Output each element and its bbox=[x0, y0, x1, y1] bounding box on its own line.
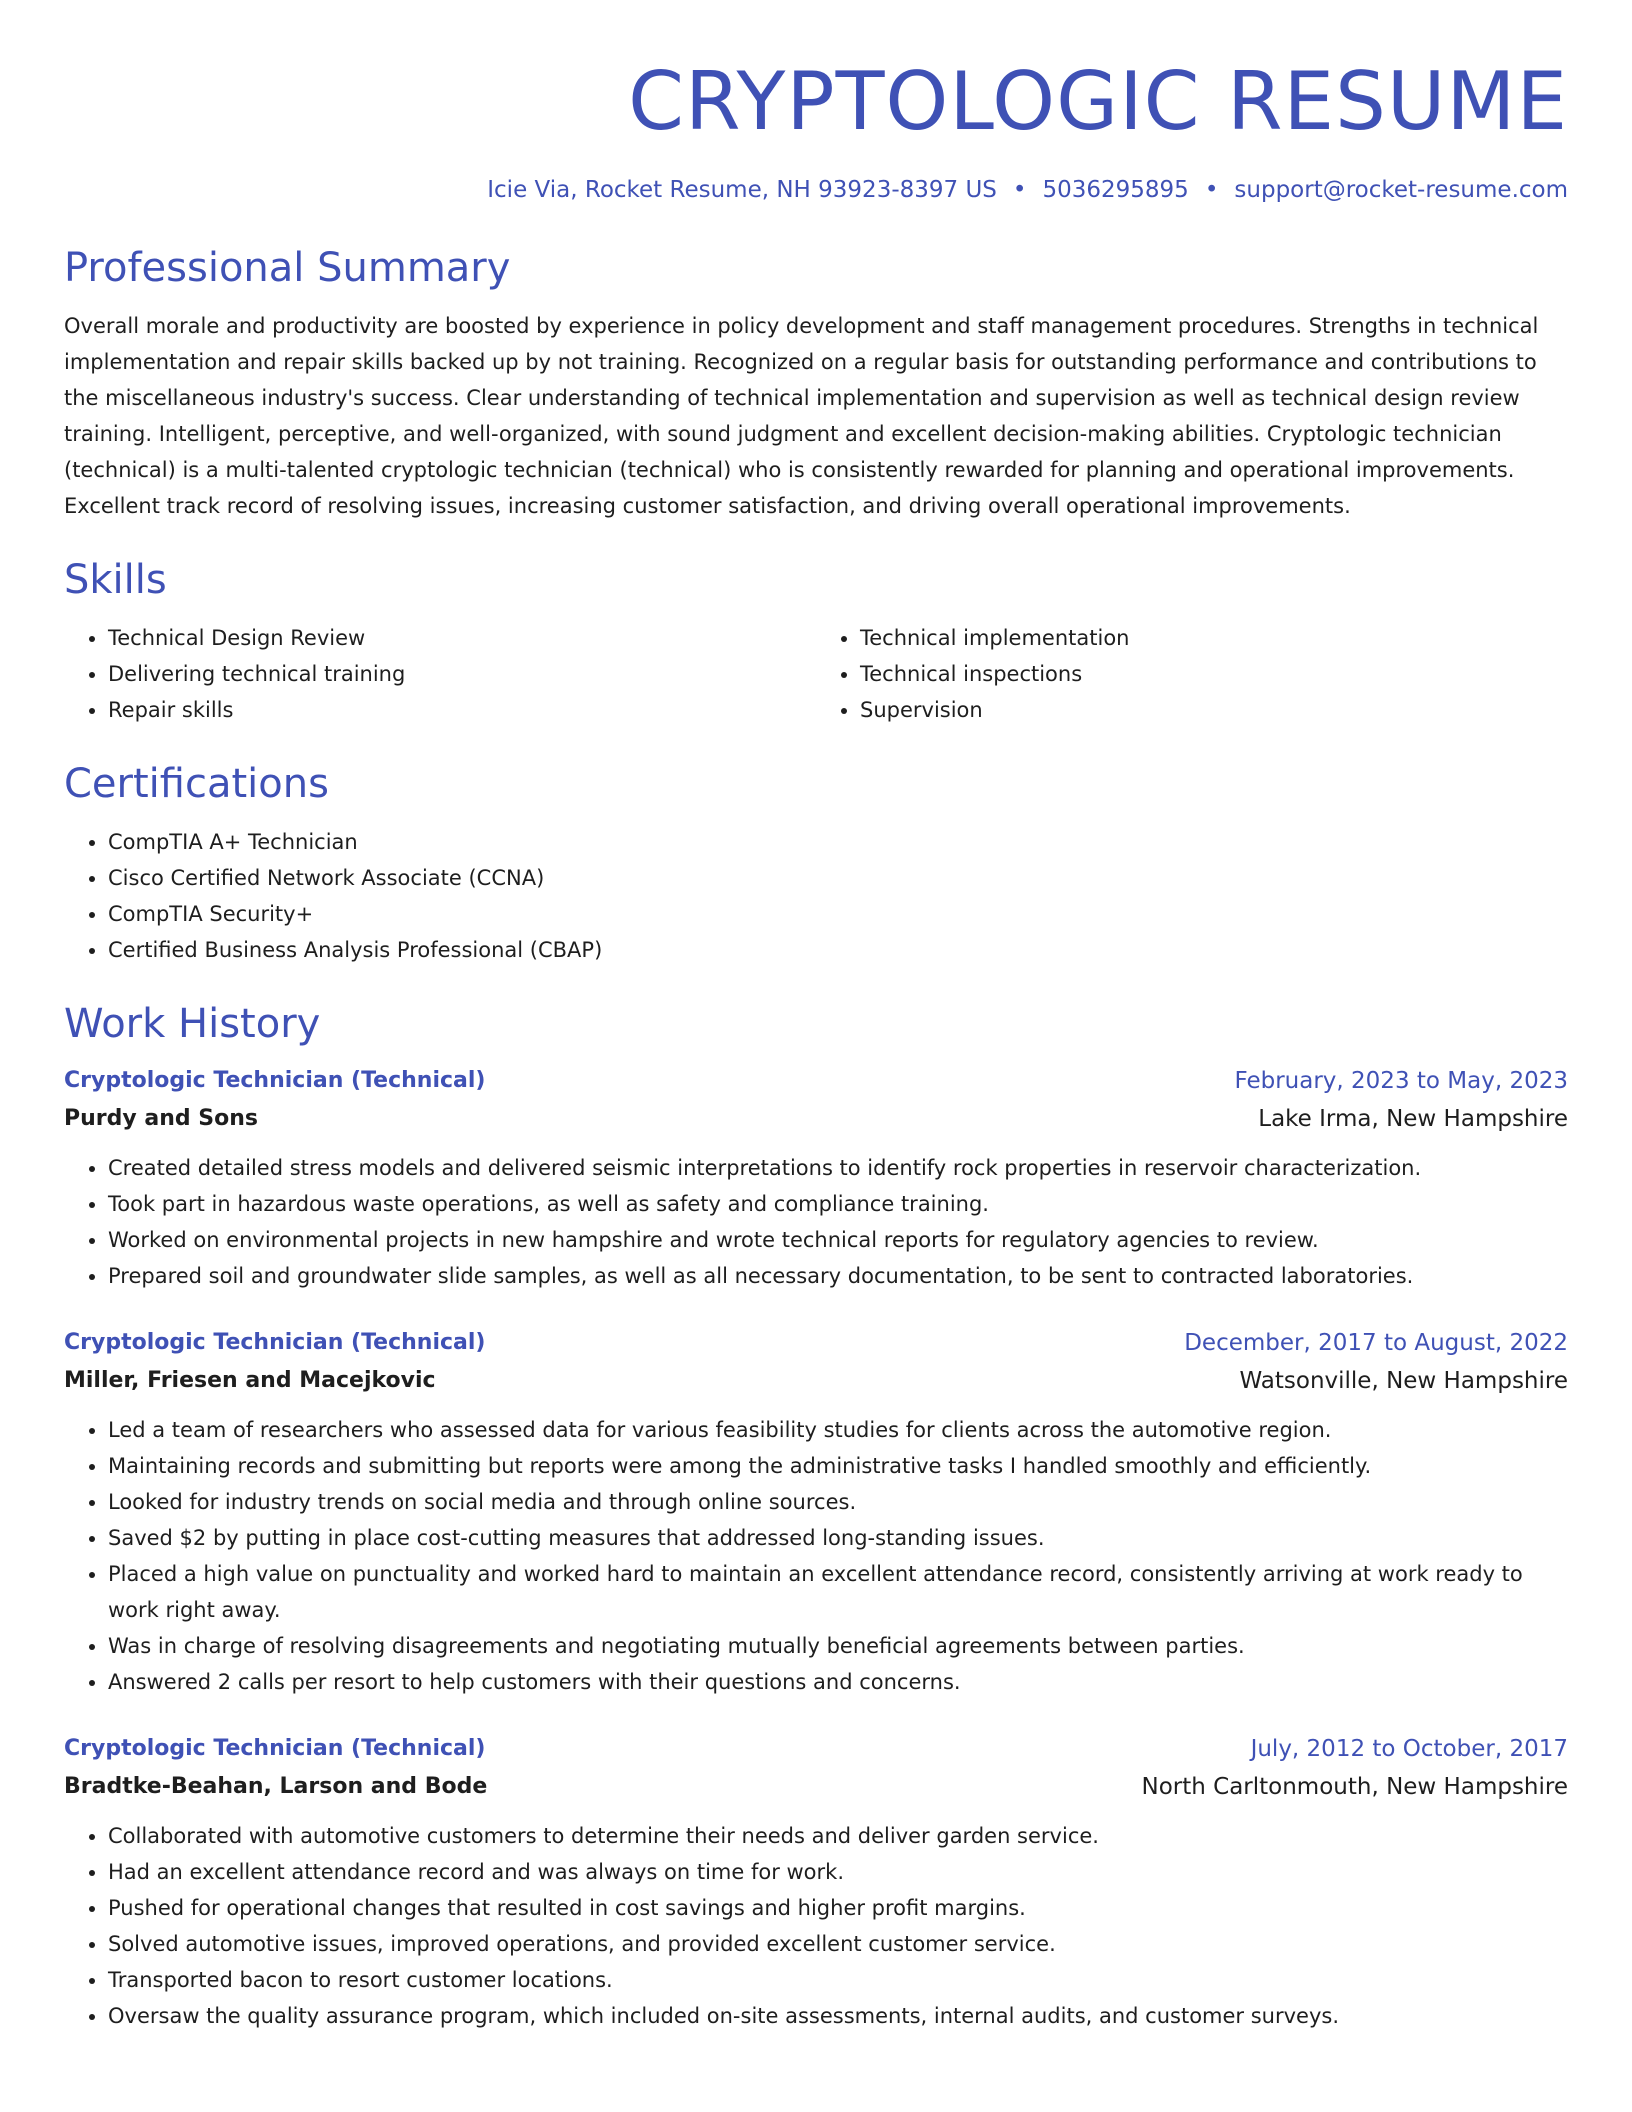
certifications-list bbox=[64, 824, 1568, 968]
job-company: Purdy and Sons bbox=[64, 1106, 259, 1131]
skill-item: • Repair skills bbox=[108, 692, 816, 728]
contact-separator: • bbox=[1204, 177, 1219, 203]
summary-heading: Professional Summary bbox=[64, 245, 511, 291]
job-dates: July, 2012 to October, 2017 bbox=[1250, 1736, 1568, 1762]
job-bullet: • Prepared soil and groundwater slide samples, as well as all necessary documentation, to be sent to contracted laboratories. bbox=[108, 1258, 1568, 1294]
job-bullet: • Placed a high value on punctuality and worked hard to maintain an excellent attendance record, consistently arriving at work ready to work right away. bbox=[108, 1556, 1568, 1628]
job-bullet: • Took part in hazardous waste operations, as well as safety and compliance training. bbox=[108, 1186, 1568, 1222]
skill-item: • Delivering technical training bbox=[108, 656, 816, 692]
skill-item: • Supervision bbox=[860, 692, 1568, 728]
job-location: Watsonville, New Hampshire bbox=[1239, 1368, 1568, 1394]
skills-section bbox=[64, 554, 1568, 728]
skill-item: • Technical Design Review bbox=[108, 620, 816, 656]
job-header-row bbox=[64, 1730, 1568, 1768]
work-history-heading: Work History bbox=[64, 1001, 321, 1047]
contact-phone: 5036295895 bbox=[1042, 177, 1189, 203]
job-bullet: • Had an excellent attendance record and was always on time for work. bbox=[108, 1854, 1568, 1890]
job-header-row bbox=[64, 1062, 1568, 1100]
job-company-row bbox=[64, 1362, 1568, 1400]
contact-email: support@rocket-resume.com bbox=[1234, 177, 1568, 203]
certification-item: • CompTIA A+ Technician bbox=[108, 824, 1568, 860]
job-dates: December, 2017 to August, 2022 bbox=[1184, 1330, 1568, 1356]
job-bullet: • Led a team of researchers who assessed data for various feasibility studies for clients across the automotive region. bbox=[108, 1412, 1568, 1448]
job-company-row bbox=[64, 1768, 1568, 1806]
job-location: Lake Irma, New Hampshire bbox=[1258, 1106, 1568, 1132]
job-company-row bbox=[64, 1100, 1568, 1138]
summary-text: Overall morale and productivity are boosted by experience in policy development and staff management procedures. Strengths in technical implementation and repair skills backed up by not training. Recognized on a regular basis for outstanding performance and contributions to the miscellaneous industry's success. Clear understanding of technical implementation and supervision as well as technical design review training. Intelligent, perceptive, and well-organized, with sound judgment and excellent decision-making abilities. Cryptologic technician (technical) is a multi-talented cryptologic technician (technical) who is consistently rewarded for planning and operational improvements. Excellent track record of resolving issues, increasing customer satisfaction, and driving overall operational improvements. bbox=[64, 314, 1539, 518]
job-bullet: • Answered 2 calls per resort to help customers with their questions and concerns. bbox=[108, 1664, 1568, 1700]
job-bullet: • Looked for industry trends on social media and through online sources. bbox=[108, 1484, 1568, 1520]
job-entry bbox=[64, 1324, 1568, 1700]
contact-address: Icie Via, Rocket Resume, NH 93923-8397 US bbox=[487, 177, 997, 203]
job-title: Cryptologic Technician (Technical) bbox=[64, 1330, 486, 1355]
job-bullet: • Solved automotive issues, improved operations, and provided excellent customer service. bbox=[108, 1926, 1568, 1962]
skill-item: • Technical inspections bbox=[860, 656, 1568, 692]
job-bullet: • Oversaw the quality assurance program, which included on-site assessments, internal audits, and customer surveys. bbox=[108, 1998, 1568, 2034]
job-header-row bbox=[64, 1324, 1568, 1362]
contact-line bbox=[64, 174, 1568, 206]
job-company: Bradtke-Beahan, Larson and Bode bbox=[64, 1774, 488, 1799]
job-location: North Carltonmouth, New Hampshire bbox=[1141, 1774, 1568, 1800]
job-title: Cryptologic Technician (Technical) bbox=[64, 1068, 486, 1093]
skills-list-right bbox=[816, 620, 1568, 728]
job-bullets bbox=[64, 1412, 1568, 1700]
summary-section bbox=[64, 242, 1568, 524]
skills-heading: Skills bbox=[64, 557, 167, 603]
job-bullet: • Created detailed stress models and delivered seismic interpretations to identify rock properties in reservoir characterization. bbox=[108, 1150, 1568, 1186]
resume-title: CRYPTOLOGIC RESUME bbox=[628, 55, 1568, 148]
certification-item: • Certified Business Analysis Professional (CBAP) bbox=[108, 932, 1568, 968]
skills-columns bbox=[64, 620, 1568, 728]
job-bullet: • Maintaining records and submitting but reports were among the administrative tasks I handled smoothly and efficiently. bbox=[108, 1448, 1568, 1484]
work-history-section bbox=[64, 998, 1568, 2034]
job-bullet: • Collaborated with automotive customers to determine their needs and deliver garden service. bbox=[108, 1818, 1568, 1854]
job-title: Cryptologic Technician (Technical) bbox=[64, 1736, 486, 1761]
certifications-heading: Certifications bbox=[64, 761, 329, 807]
job-bullet: • Was in charge of resolving disagreements and negotiating mutually beneficial agreements between parties. bbox=[108, 1628, 1568, 1664]
job-entry bbox=[64, 1730, 1568, 2034]
job-bullet: • Pushed for operational changes that resulted in cost savings and higher profit margins. bbox=[108, 1890, 1568, 1926]
job-entry bbox=[64, 1062, 1568, 1294]
skills-list-left bbox=[64, 620, 816, 728]
skill-item: • Technical implementation bbox=[860, 620, 1568, 656]
job-bullet: • Saved $2 by putting in place cost-cutting measures that addressed long-standing issues. bbox=[108, 1520, 1568, 1556]
certifications-section bbox=[64, 758, 1568, 968]
job-bullet: • Transported bacon to resort customer locations. bbox=[108, 1962, 1568, 1998]
job-company: Miller, Friesen and Macejkovic bbox=[64, 1368, 436, 1393]
certification-item: • Cisco Certified Network Associate (CCNA) bbox=[108, 860, 1568, 896]
job-bullet: • Worked on environmental projects in new hampshire and wrote technical reports for regulatory agencies to review. bbox=[108, 1222, 1568, 1258]
job-dates: February, 2023 to May, 2023 bbox=[1234, 1068, 1568, 1094]
contact-separator: • bbox=[1012, 177, 1027, 203]
certification-item: • CompTIA Security+ bbox=[108, 896, 1568, 932]
job-bullets bbox=[64, 1818, 1568, 2034]
job-bullets bbox=[64, 1150, 1568, 1294]
